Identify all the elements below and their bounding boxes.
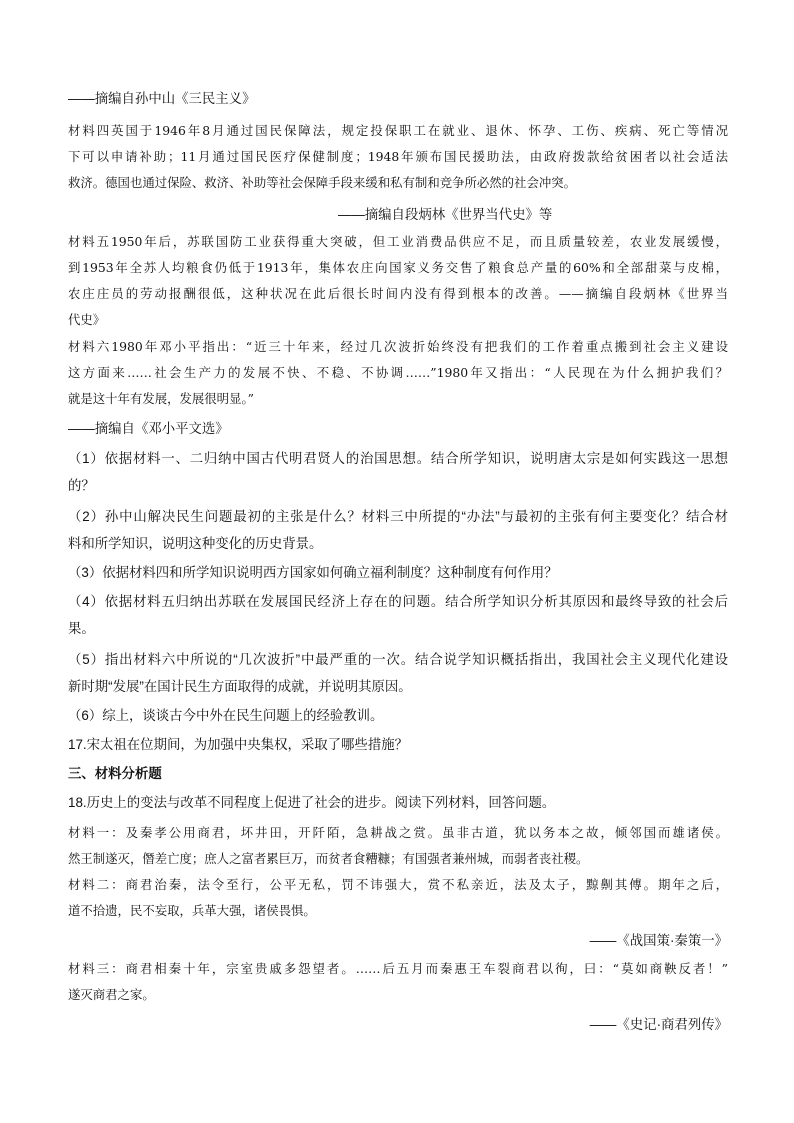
text-line: 就是这十年有发展，发展很明显。”	[68, 391, 254, 406]
text-line: 17.宋太祖在位期间，为加强中央集权，采取了哪些措施？	[68, 737, 408, 752]
text-line: 料和所学知识，说明这种变化的历史背景。	[68, 536, 323, 551]
text-line: 这方面来……社会生产力的发展不快、不稳、不协调……”1980年又指出：“人民现在为什么拥护我们？	[68, 365, 728, 380]
text-line: （4）依据材料五归纳出苏联在发展国民经济上存在的问题。结合所学知识分析其原因和最终导致的社会后	[68, 594, 728, 609]
text-line: 救济。德国也通过保险、救济、补助等社会保障手段来缓和私有制和竞争所必然的社会冲突。	[68, 175, 577, 190]
text-line: ——摘编自孙中山《三民主义》	[68, 91, 256, 106]
text-line: ——《史记·商君列传》	[589, 1017, 728, 1032]
text-line: 材料一：及秦孝公用商君，坏井田，开阡陌，急耕战之赏。虽非古道，犹以务本之故，倾邻国而雄诸侯。	[68, 825, 728, 840]
text-line: 下可以申请补助；11月通过国民医疗保健制度；1948年颁布国民援助法，由政府拨款给贫困者以社会适法	[68, 149, 728, 164]
text-line: （3）依据材料四和所学知识说明西方国家如何确立福利制度？这种制度有何作用？	[68, 565, 558, 580]
text-line: 材料五1950年后，苏联国防工业获得重大突破，但工业消费品供应不足，而且质量较差，农业发展缓慢，	[68, 234, 728, 249]
text-line: 材料六1980年邓小平指出：“近三十年来，经过几次波折始终没有把我们的工作着重点搬到社会主义建设	[68, 339, 728, 354]
text-line: 道不拾遗，民不妄取，兵革大强，诸侯畏惧。	[68, 903, 316, 918]
text-line: （2）孙中山解决民生问题最初的主张是什么？材料三中所提的“办法”与最初的主张有何主要变化？结合材	[68, 509, 728, 524]
text-line: （1）依据材料一、二归纳中国古代明君贤人的治国思想。结合所学知识，说明唐太宗是如何实践这一思想	[68, 451, 728, 466]
text-line: 三、材料分析题	[68, 766, 162, 781]
text-line: 18.历史上的变法与改革不同程度上促进了社会的进步。阅读下列材料，回答问题。	[68, 795, 556, 810]
text-line: 到1953年全苏人均粮食仍低于1913年，集体农庄向国家义务交售了粮食总产量的60%和全部甜菜与皮棉，	[68, 260, 728, 275]
text-line: （5）指出材料六中所说的“几次波折”中最严重的一次。结合说学知识概括指出，我国社会主义现代化建设	[68, 652, 728, 667]
text-line: 遂灭商君之家。	[68, 987, 155, 1002]
text-line: 果。	[68, 621, 95, 636]
text-line: 代史》	[68, 312, 106, 327]
text-line: 材料二：商君治秦，法令至行，公平无私，罚不讳强大，赏不私亲近，法及太子，黥劓其傅。期年之后，	[68, 877, 728, 892]
text-line: 农庄庄员的劳动报酬很低，这种状况在此后很长时间内没有得到根本的改善。——摘编自段炳林《世界当	[68, 286, 728, 301]
text-line: （6）综上，谈谈古今中外在民生问题上的经验教训。	[68, 708, 384, 723]
text-line: 然王制遂灭，僭差亡度；庶人之富者累巨万，而贫者食糟糠；有国强者兼州城，而弱者丧社稷。	[68, 851, 589, 866]
text-line: 材料四英国于1946年8月通过国民保障法，规定投保职工在就业、退休、怀孕、工伤、疾病、死亡等情况	[68, 123, 728, 138]
text-line: 新时期“发展”在国计民生方面取得的成就，并说明其原因。	[68, 679, 412, 694]
text-line: 材料三：商君相秦十年，宗室贵戚多怨望者。……后五月而秦惠王车裂商君以徇，曰：“莫如商鞅反者！”	[68, 961, 728, 976]
text-line: ——摘编自段炳林《世界当代史》等	[338, 207, 553, 222]
text-line: ——摘编自《邓小平文选》	[68, 421, 229, 436]
text-line: 的？	[68, 478, 95, 493]
text-line: ——《战国策·秦策一》	[589, 933, 728, 948]
